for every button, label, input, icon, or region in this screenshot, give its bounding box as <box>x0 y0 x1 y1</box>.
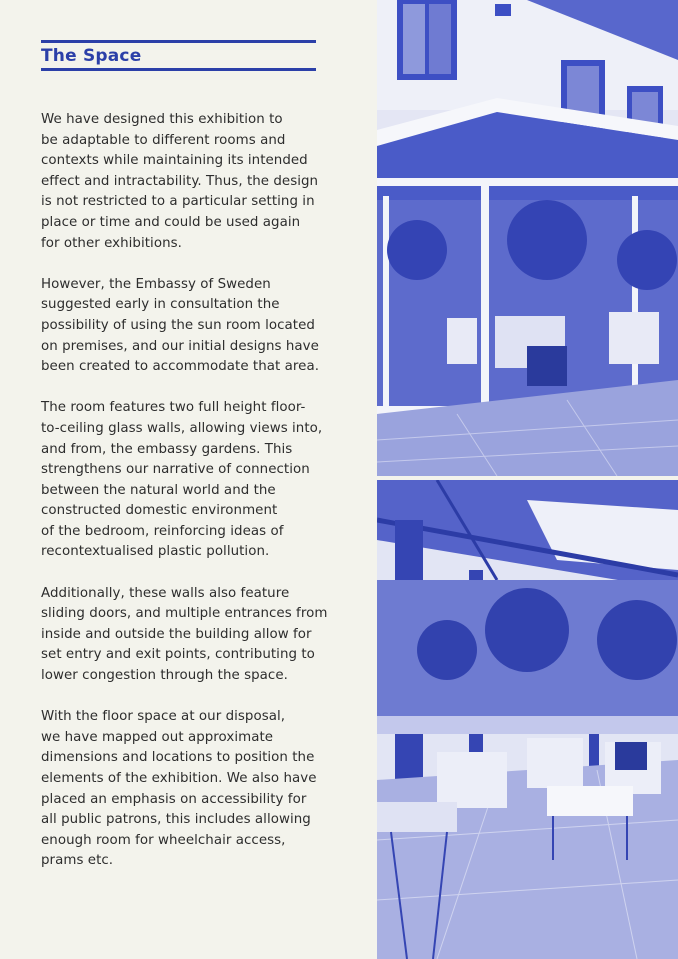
text-line: place or time and could be used again <box>41 214 301 230</box>
body-text <box>41 110 361 872</box>
text-line: elements of the exhibition. We also have <box>41 771 317 786</box>
text-line: effect and intractability. Thus, the design <box>41 173 319 189</box>
text-line: to-ceiling glass walls, allowing views into, <box>41 420 323 436</box>
text-line: recontextualised plastic pollution. <box>41 544 270 560</box>
text-line: and from, the embassy gardens. This <box>41 441 293 457</box>
text-line: sliding doors, and multiple entrances from <box>41 606 328 622</box>
text-line: been created to accommodate that area. <box>41 359 320 375</box>
text-line: all public patrons, this includes allowing <box>41 812 311 828</box>
text-line: of the bedroom, reinforcing ideas of <box>41 523 284 539</box>
text-line: set entry and exit points, contributing to <box>41 647 315 663</box>
paragraph-3 <box>41 398 361 563</box>
text-line: is not restricted to a particular setting in <box>41 194 315 210</box>
sunroom-interior-photo <box>377 480 678 959</box>
text-line: we have mapped out approximate <box>41 729 274 745</box>
text-line: We have designed this exhibition to <box>41 112 283 127</box>
text-line: constructed domestic environment <box>41 503 278 519</box>
text-line: strengthens our narrative of connection <box>41 462 310 478</box>
text-line: enough room for wheelchair access, <box>41 832 286 848</box>
paragraph-5 <box>41 707 361 872</box>
text-line: lower congestion through the space. <box>41 668 288 684</box>
paragraph-1 <box>41 110 361 254</box>
heading-rule-bottom <box>41 68 316 71</box>
paragraph-4 <box>41 584 361 687</box>
sunroom-interior-illustration <box>377 480 678 959</box>
text-line: be adaptable to different rooms and <box>41 132 286 148</box>
text-line: dimensions and locations to position the <box>41 750 315 766</box>
text-line: suggested early in consultation the <box>41 297 280 313</box>
text-column <box>41 40 361 893</box>
text-line: However, the Embassy of Sweden <box>41 276 271 292</box>
text-line: inside and outside the building allow for <box>41 626 312 642</box>
text-line: placed an emphasis on accessibility for <box>41 791 307 807</box>
text-line: The room features two full height floor- <box>41 400 306 416</box>
text-line: With the floor space at our disposal, <box>41 709 286 725</box>
paragraph-2 <box>41 275 361 378</box>
text-line: between the natural world and the <box>41 482 276 498</box>
text-line: contexts while maintaining its intended <box>41 153 308 169</box>
text-line: Additionally, these walls also feature <box>41 585 290 601</box>
section-title: The Space <box>41 46 142 66</box>
sunroom-exterior-illustration <box>377 0 678 476</box>
text-line: on premises, and our initial designs have <box>41 338 319 354</box>
text-line: for other exhibitions. <box>41 235 182 251</box>
text-line: possibility of using the sun room located <box>41 317 315 333</box>
text-line: prams etc. <box>41 853 114 869</box>
sunroom-exterior-photo <box>377 0 678 476</box>
